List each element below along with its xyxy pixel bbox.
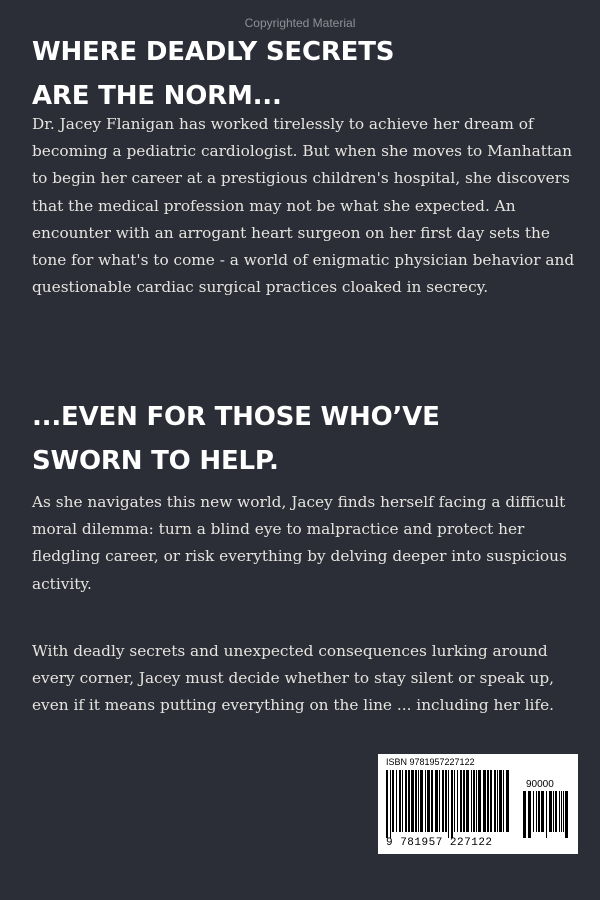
barcode-bars — [386, 770, 512, 838]
barcode-bar — [460, 770, 462, 832]
barcode-bar — [503, 770, 504, 832]
barcode-bar — [457, 770, 458, 832]
barcode-bar — [392, 770, 394, 832]
heading-line: ARE THE NORM... — [32, 81, 282, 111]
isbn-label: ISBN 9781957227122 — [386, 757, 475, 767]
barcode-bar — [405, 770, 407, 832]
barcode-bar — [494, 770, 496, 832]
barcode-bar — [533, 791, 534, 832]
barcode-bar — [396, 770, 397, 832]
barcode-bar — [448, 770, 449, 838]
copyright-watermark-top: Copyrighted Material — [244, 16, 356, 30]
barcode-bar — [546, 791, 547, 838]
barcode-bar — [523, 791, 526, 838]
heading-even-for-those — [32, 395, 440, 483]
barcode-bar — [415, 770, 417, 832]
barcode-bar — [451, 770, 453, 838]
barcode-bar — [431, 770, 433, 832]
barcode-bar — [418, 770, 419, 832]
barcode-bar — [427, 770, 430, 832]
barcode-bar — [478, 770, 481, 832]
barcode-bar — [408, 770, 410, 832]
barcode-bar — [386, 770, 388, 838]
barcode-bar — [439, 770, 440, 832]
barcode-bar — [561, 791, 562, 832]
barcode-bar — [538, 791, 540, 832]
barcode-bar — [555, 791, 557, 832]
barcode-bar — [466, 770, 469, 832]
blurb-paragraph-intro: Dr. Jacey Flanigan has worked tirelessly to achieve her dream of becoming a pediatric cardiologist. But when she moves to Manhattan to begin her career at a prestigious children's hospital, she discovers that the medical profession may not be what she expected. An encounter with an arrogant heart surgeon on her first day sets the tone for what's to come - a world of enigmatic physician behavior and questionable cardiac surgical practices cloaked in secrecy. — [32, 115, 575, 297]
barcode-bar — [559, 791, 560, 832]
barcode-bar — [476, 770, 477, 832]
barcode-bar — [471, 770, 472, 832]
barcode-bar — [549, 791, 552, 832]
barcode-addon-bars — [523, 791, 569, 838]
barcode-bar — [536, 791, 537, 832]
barcode-bar — [435, 770, 438, 832]
barcode-bar — [411, 770, 414, 832]
barcode-bar — [390, 770, 391, 838]
barcode-bar — [425, 770, 426, 832]
isbn-barcode — [378, 754, 578, 854]
blurb-paragraph-conclusion: With deadly secrets and unexpected consequences lurking around every corner, Jacey must decide whether to stay silent or speak up, even if it means putting everything on the line ... including her life. — [32, 642, 554, 715]
barcode-bar — [402, 770, 403, 832]
barcode-bar — [490, 770, 492, 832]
heading-line: SWORN TO HELP. — [32, 446, 279, 476]
barcode-bar — [497, 770, 498, 832]
barcode-digits: 9 781957 227122 — [386, 837, 493, 849]
barcode-bar — [483, 770, 486, 832]
blurb-paragraph-dilemma: As she navigates this new world, Jacey finds herself facing a difficult moral dilemma: turn a blind eye to malpractice and protect her fledgling career, or risk everything by delving deeper into suspicious activity. — [32, 493, 567, 593]
barcode-bar — [487, 770, 489, 832]
barcode-bar — [499, 770, 502, 832]
barcode-bar — [563, 791, 564, 832]
heading-line: ...EVEN FOR THOSE WHO’VE — [32, 402, 440, 432]
heading-where-deadly-secrets — [32, 30, 394, 118]
barcode-bar — [541, 791, 544, 832]
price-code: 90000 — [526, 779, 554, 790]
barcode-bar — [528, 791, 531, 838]
barcode-bar — [442, 770, 444, 832]
barcode-bar — [399, 770, 401, 832]
barcode-bar — [445, 770, 447, 832]
barcode-bar — [463, 770, 465, 832]
barcode-bar — [420, 770, 423, 832]
barcode-bar — [454, 770, 455, 832]
barcode-bar — [565, 791, 568, 838]
barcode-bar — [506, 770, 509, 832]
heading-line: WHERE DEADLY SECRETS — [32, 37, 395, 67]
barcode-bar — [473, 770, 475, 832]
barcode-bar — [553, 791, 554, 832]
